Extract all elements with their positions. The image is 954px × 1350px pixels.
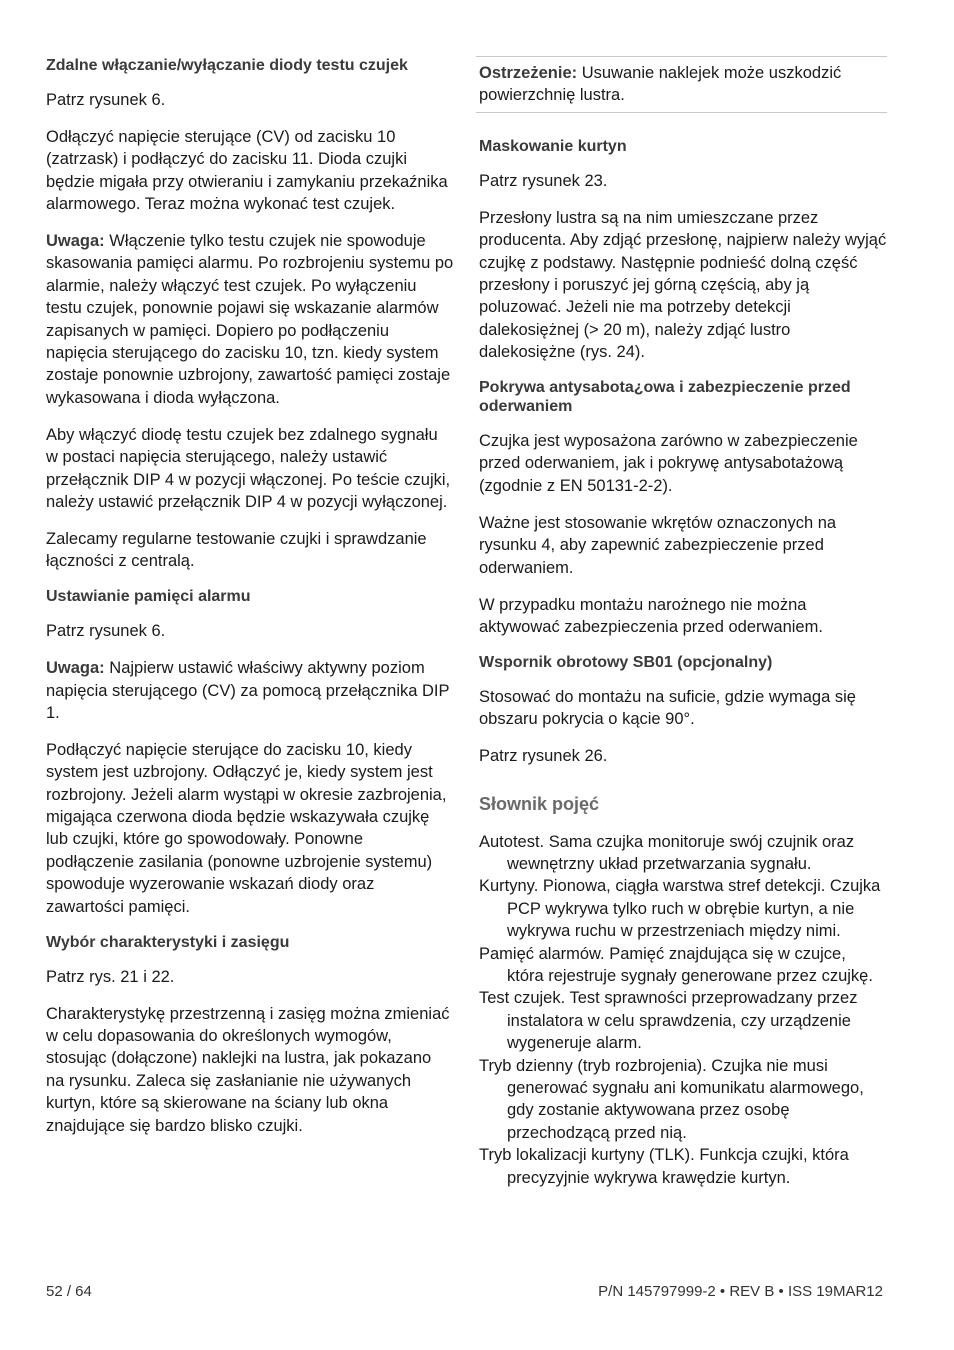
note-paragraph <box>46 657 454 724</box>
paragraph: Patrz rys. 21 i 22. <box>46 967 175 986</box>
glossary-item: Tryb dzienny (tryb rozbrojenia). Czujka nie musi generować sygnału ani komunikatu alarmowego, gdy zostanie aktywowana przez osobę przechodzącą przed nią. <box>479 1056 864 1142</box>
note-text: Włączenie tylko testu czujek nie spowoduje skasowania pamięci alarmu. Po rozbrojeniu systemu po alarmie, należy włączyć test czujek. Po wyłączeniu testu czujek, ponownie pojawi się wskazanie alarmów zapisanych w pamięci. Dopiero po podłączeniu napięcia sterującego do zacisku 10, tzn. kiedy system zostaje ponownie uzbrojony, zawartość pamięci zostaje wykasowana i dioda wyłączona. <box>46 232 454 407</box>
glossary-item: Pamięć alarmów. Pamięć znajdująca się w czujce, która rejestruje sygnały generowane przez czujkę. <box>479 944 873 985</box>
glossary-item: Kurtyny. Pionowa, ciągła warstwa stref detekcji. Czujka PCP wykrywa tylko ruch w obrębie kurtyn, a nie wykrywa ruchu w przestrzeniach między nimi. <box>479 877 881 941</box>
right-column <box>479 56 887 1189</box>
warning-label: Ostrzeżenie: <box>479 64 578 82</box>
paragraph: Czujka jest wyposażona zarówno w zabezpieczenie przed oderwaniem, jak i pokrywę antysabotażową (zgodnie z EN 50131-2-2). <box>479 432 858 495</box>
section-heading-remote-led: Zdalne włączanie/wyłączanie diody testu czujek <box>46 57 408 74</box>
note-paragraph <box>46 230 454 409</box>
section-heading-curtain-masking: Maskowanie kurtyn <box>479 137 627 155</box>
warning-paragraph <box>479 62 887 107</box>
section-heading-tamper: Pokrywa antysabota¿owa i zabezpieczenie przed oderwaniem <box>479 379 851 416</box>
warning-text: Usuwanie naklejek może uszkodzić powierzchnię lustra. <box>479 64 842 105</box>
paragraph: Patrz rysunek 23. <box>479 171 608 190</box>
paragraph: Zalecamy regularne testowanie czujki i sprawdzanie łączności z centralą. <box>46 529 427 571</box>
paragraph: Podłączyć napięcie sterujące do zacisku 10, kiedy system jest uzbrojony. Odłączyć je, kiedy system jest rozbrojony. Jeżeli alarm wystąpi w okresie zazbrojenia, migająca czerwona dioda będzie wskazywała czujkę lub czujki, które go spowodowały. Ponowne podłączenie zasilania (ponowne uzbrojenie systemu) spowoduje wyzerowanie wskazań diody oraz zawartości pamięci. <box>46 740 447 916</box>
page-number: 52 / 64 <box>46 1283 92 1300</box>
section-heading-bracket: Wspornik obrotowy SB01 (opcjonalny) <box>479 653 773 671</box>
warning-box <box>476 56 887 113</box>
paragraph: Przesłony lustra są na nim umieszczane przez producenta. Aby zdjąć przesłonę, najpierw należy wyjąć czujkę z podstawy. Następnie podnieść dolną część przesłony i poruszyć jej górną częścią, aby ją poluzować. Jeżeli nie ma potrzeby detekcji dalekosiężnej (> 20 m), należy zdjąć lustro dalekosiężne (rys. 24). <box>479 208 887 362</box>
glossary-item: Test czujek. Test sprawności przeprowadzany przez instalatora w celu sprawdzenia, czy urządzenie wygeneruje alarm. <box>479 989 858 1053</box>
paragraph: Stosować do montażu na suficie, gdzie wymaga się obszaru pokrycia o kącie 90°. <box>479 687 856 729</box>
note-label: Uwaga: <box>46 659 105 678</box>
paragraph: Patrz rysunek 6. <box>46 622 166 641</box>
left-column <box>46 56 454 1151</box>
glossary-title: Słownik pojęć <box>479 793 600 814</box>
glossary-item: Autotest. Sama czujka monitoruje swój czujnik oraz wewnętrzny układ przetwarzania sygnału. <box>479 832 855 873</box>
section-heading-alarm-memory: Ustawianie pamięci alarmu <box>46 588 251 606</box>
paragraph: Patrz rysunek 26. <box>479 747 608 766</box>
paragraph: Charakterystykę przestrzenną i zasięg można zmieniać w celu dopasowania do określonych wymogów, stosując (dołączone) naklejki na lustra, jak pokazano na rysunku. Zaleca się zasłanianie nie używanych kurtyn, które są skierowane na ściany lub okna znajdujące się bardzo blisko czujki. <box>46 1004 450 1135</box>
paragraph: Odłączyć napięcie sterujące (CV) od zacisku 10 (zatrzask) i podłączyć do zacisku 11. Dioda czujki będzie migała przy otwieraniu i zamykaniu przekaźnika alarmowego. Teraz można wykonać test czujek. <box>46 127 448 214</box>
paragraph: W przypadku montażu narożnego nie można aktywować zabezpieczenia przed oderwaniem. <box>479 595 823 636</box>
note-text: Najpierw ustawić właściwy aktywny poziom napięcia sterującego (CV) za pomocą przełącznika DIP 1. <box>46 659 450 722</box>
glossary-list <box>479 831 887 1190</box>
paragraph: Aby włączyć diodę testu czujek bez zdalnego sygnału w postaci napięcia sterującego, należy ustawić przełącznik DIP 4 w pozycji włączonej. Po teście czujki, należy ustawić przełącznik DIP 4 w pozycji wyłączonej. <box>46 425 451 511</box>
paragraph: Patrz rysunek 6. <box>46 91 166 109</box>
note-label: Uwaga: <box>46 232 105 251</box>
section-heading-range: Wybór charakterystyki i zasięgu <box>46 933 290 951</box>
part-number: P/N 145797999-2 • REV B • ISS 19MAR12 <box>598 1283 883 1300</box>
paragraph: Ważne jest stosowanie wkrętów oznaczonych na rysunku 4, aby zapewnić zabezpieczenie przed oderwaniem. <box>479 513 837 577</box>
glossary-item: Tryb lokalizacji kurtyny (TLK). Funkcja czujki, która precyzyjnie wykrywa krawędzie kurtyn. <box>479 1146 849 1187</box>
